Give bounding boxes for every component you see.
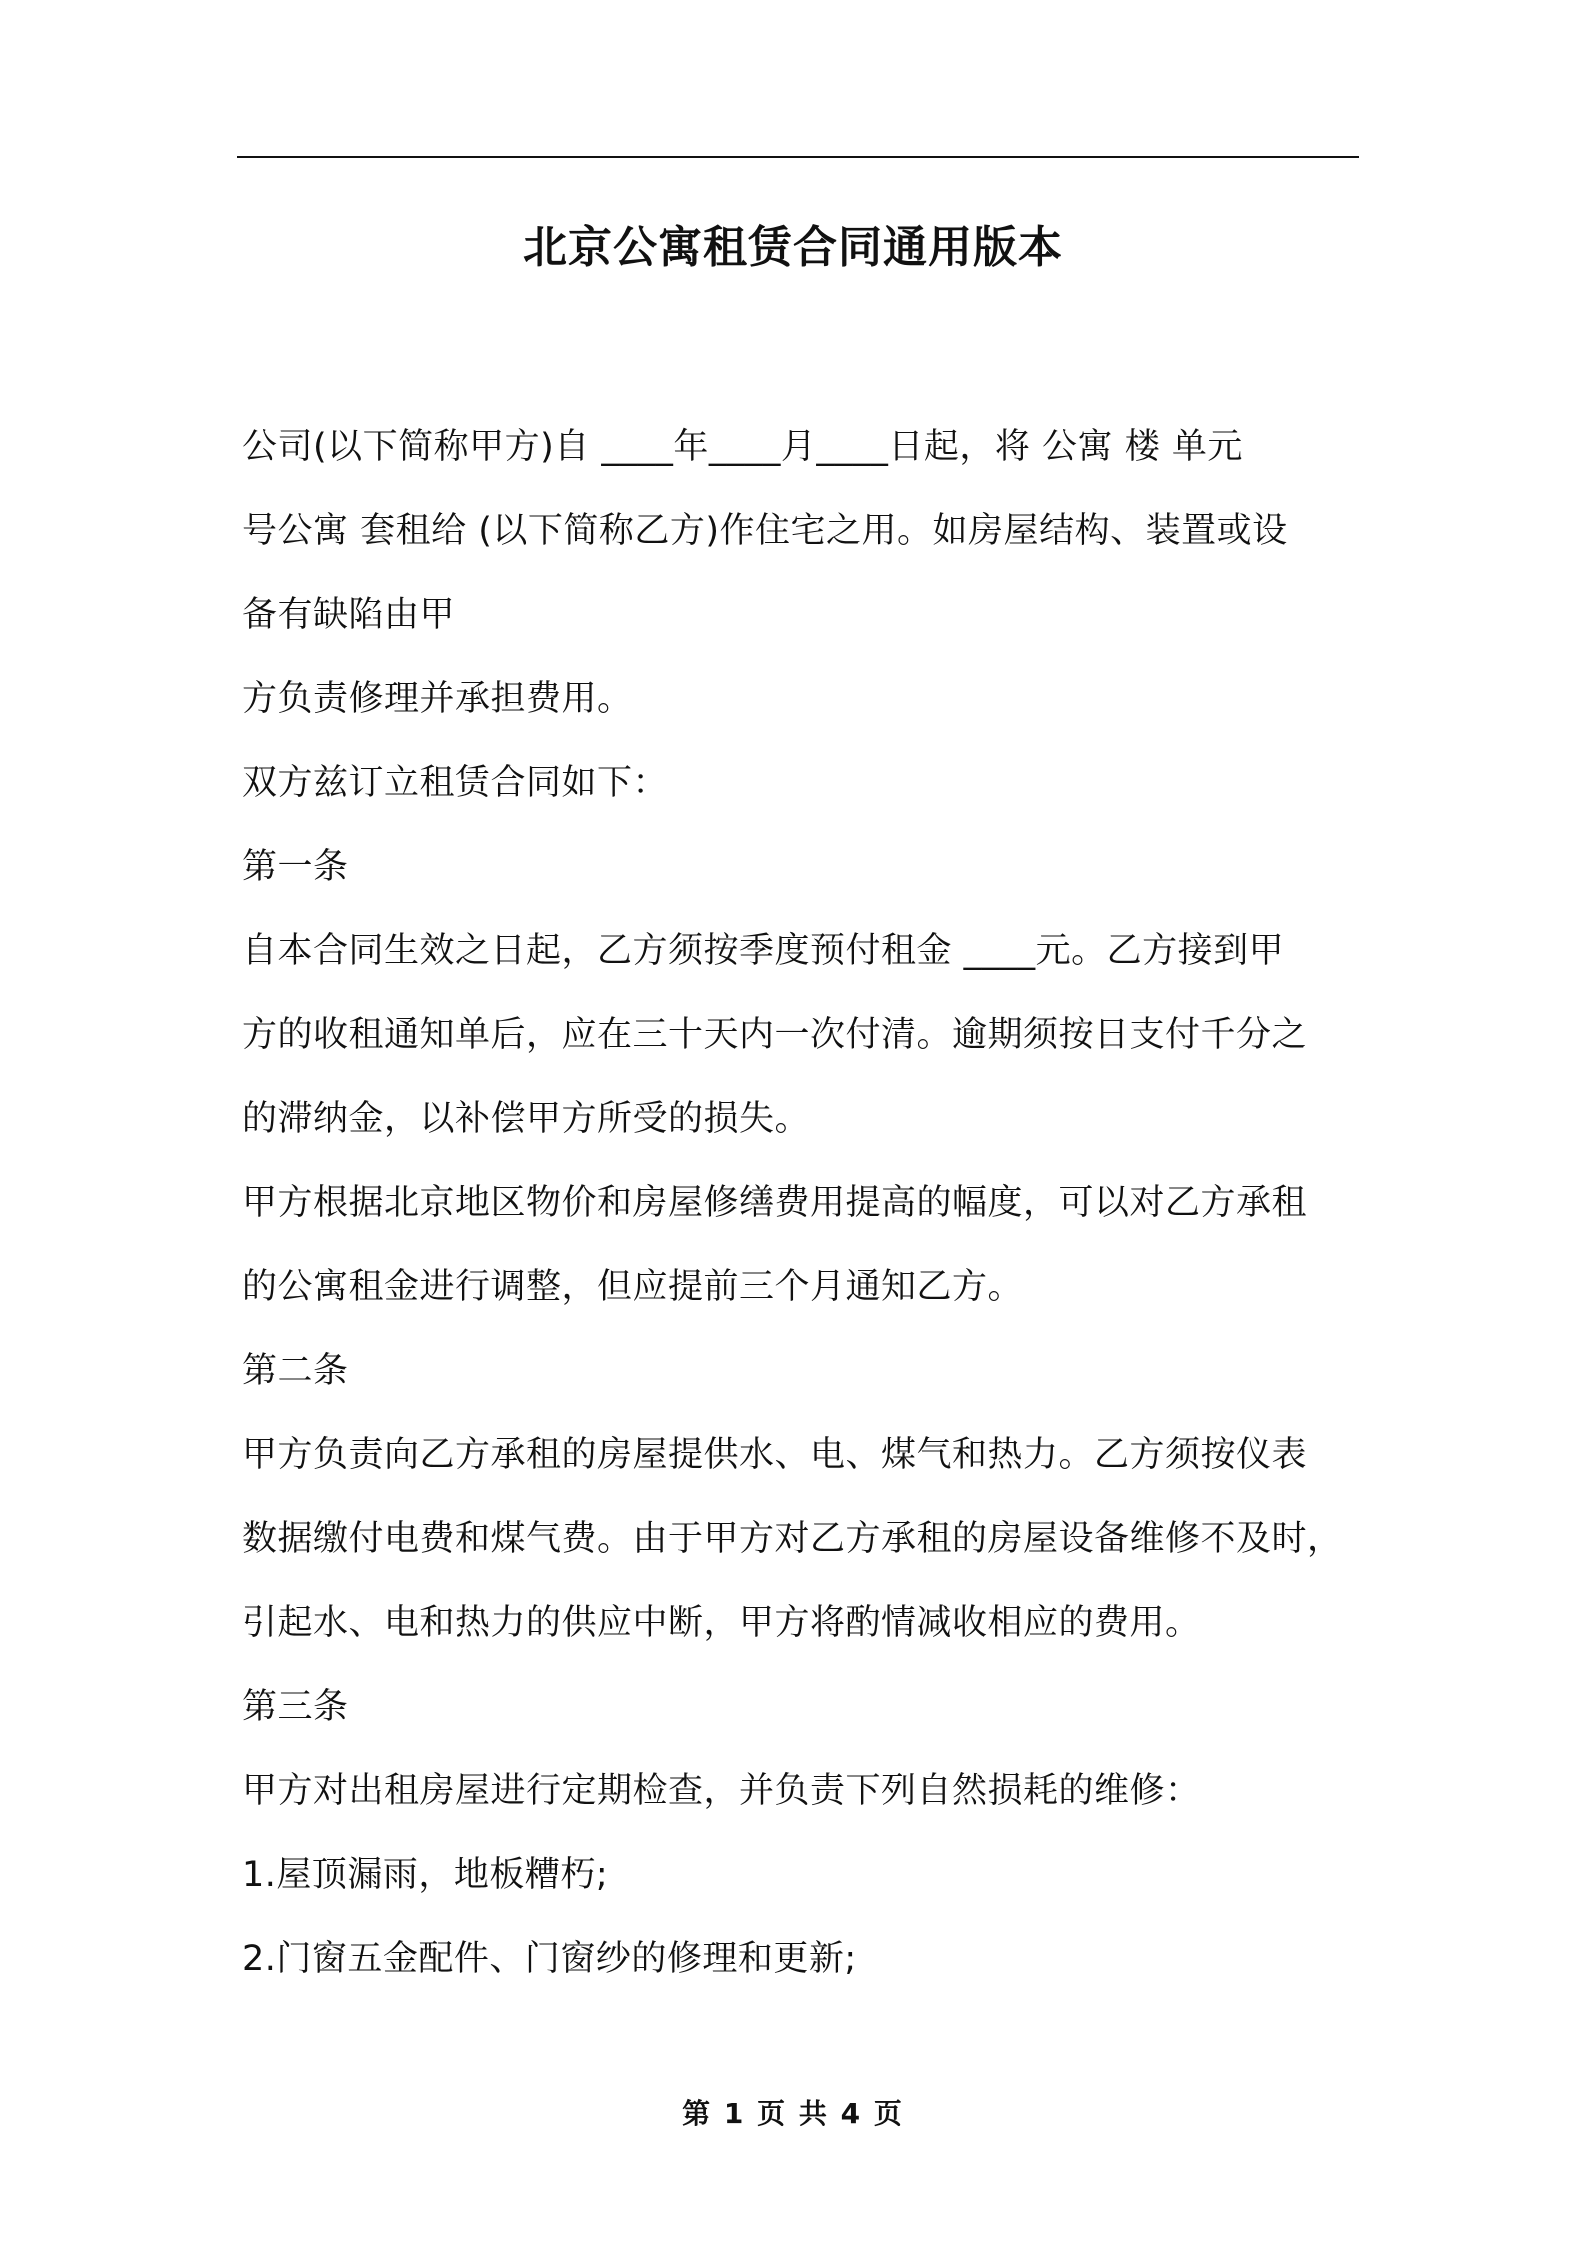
page-number: 第 1 页 共 4 页 <box>682 2097 904 2130</box>
body-line: 方负责修理并承担费用。 <box>242 679 633 719</box>
body-line: 公司(以下简称甲方)自 ____年____月____日起，将 公寓 楼 单元 <box>242 427 1243 467</box>
document-title: 北京公寓租赁合同通用版本 <box>523 222 1063 273</box>
body-line: 方的收租通知单后，应在三十天内一次付清。逾期须按日支付千分之 <box>242 1015 1308 1055</box>
body-line: 引起水、电和热力的供应中断，甲方将酌情减收相应的费用。 <box>242 1603 1201 1643</box>
list-item: 2.门窗五金配件、门窗纱的修理和更新; <box>242 1939 857 1979</box>
body-line: 甲方负责向乙方承租的房屋提供水、电、煤气和热力。乙方须按仪表 <box>242 1435 1308 1475</box>
body-line: 号公寓 套租给 (以下简称乙方)作住宅之用。如房屋结构、装置或设 <box>242 511 1288 551</box>
section-heading: 第三条 <box>242 1687 349 1727</box>
body-line: 甲方根据北京地区物价和房屋修缮费用提高的幅度，可以对乙方承租 <box>242 1183 1308 1223</box>
body-line: 备有缺陷由甲 <box>242 595 456 635</box>
body-line: 的公寓租金进行调整，但应提前三个月通知乙方。 <box>242 1267 1024 1307</box>
section-heading: 第二条 <box>242 1351 349 1391</box>
body-line: 的滞纳金，以补偿甲方所受的损失。 <box>242 1099 811 1139</box>
body-line: 甲方对出租房屋进行定期检查，并负责下列自然损耗的维修： <box>242 1771 1201 1811</box>
document-body <box>242 405 1360 2001</box>
header-divider <box>237 156 1359 158</box>
list-item: 1.屋顶漏雨，地板糟朽; <box>242 1855 609 1895</box>
body-line: 自本合同生效之日起，乙方须按季度预付租金 ____元。乙方接到甲 <box>242 931 1285 971</box>
section-heading: 第一条 <box>242 847 349 887</box>
body-line: 数据缴付电费和煤气费。由于甲方对乙方承租的房屋设备维修不及时， <box>242 1519 1343 1559</box>
body-line: 双方兹订立租赁合同如下： <box>242 763 669 803</box>
